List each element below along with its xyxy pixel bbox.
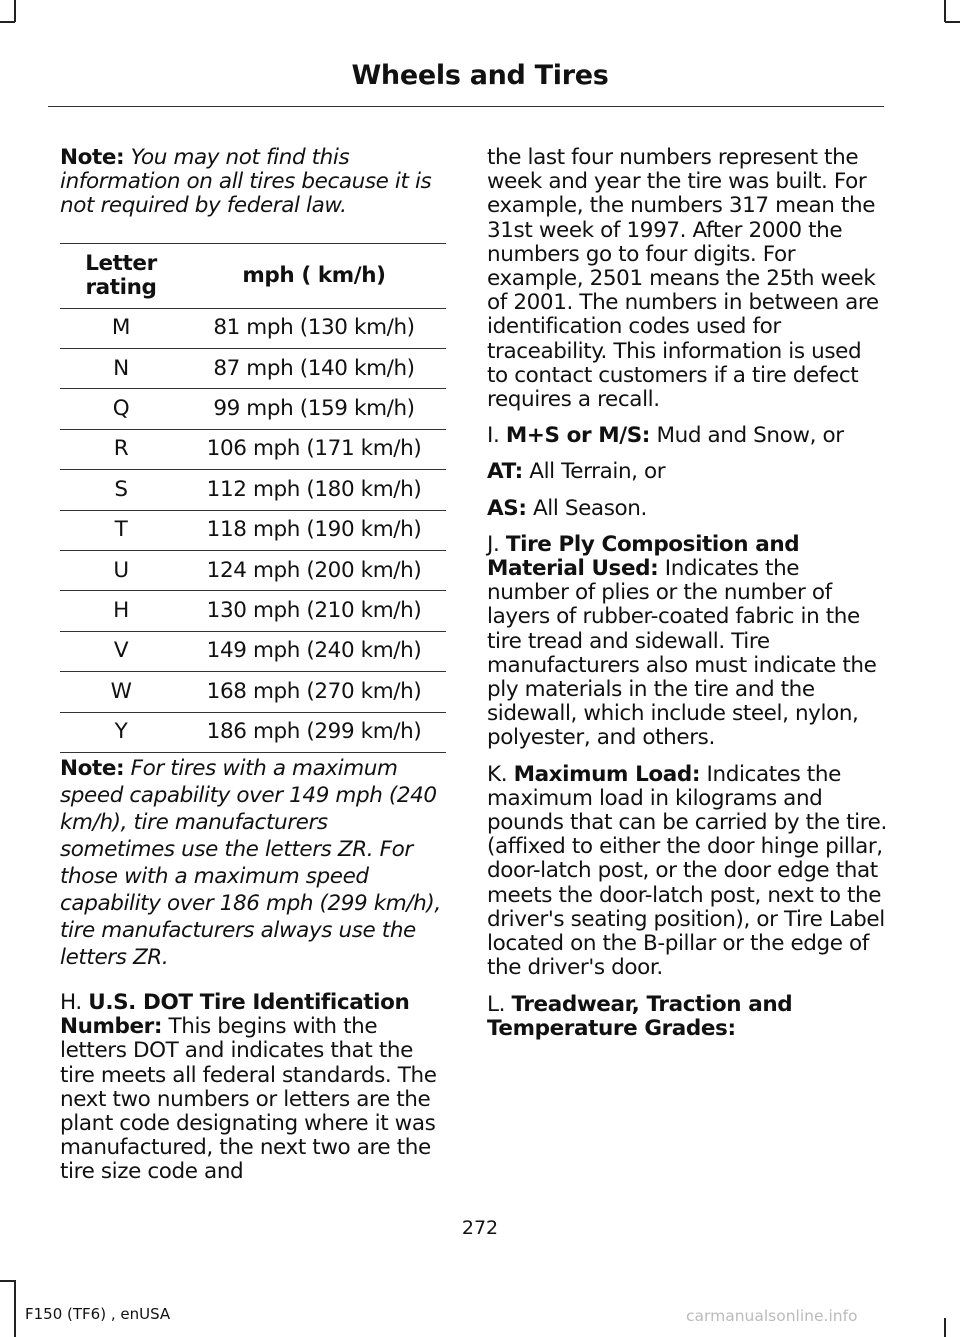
continued-paragraph: the last four numbers represent the week and year the tire was built. For example, the numbers 317 mean the 31st week of 1997. After 2000 the numbers go to four digits. For example, 2501 means the 25th week of 2001. The numbers in between are identification codes used for traceability. This information is used to contact customers if a tire defect requires a recall.	[487, 145, 879, 413]
item-text: This begins with the letters DOT and indicates that the tire meets all federal standards. The next two numbers or letters are the plant code designating where it was manufactured, the next two are the tire size code and	[60, 1014, 437, 1185]
table-row	[60, 389, 446, 429]
letter-cell: R	[60, 429, 182, 469]
item-heading: M+S or M/S:	[505, 423, 650, 449]
letter-cell: M	[111, 315, 131, 341]
header-divider	[48, 106, 884, 107]
item-prefix: K.	[487, 761, 508, 787]
speed-cell: 81 mph (130 km/h)	[213, 315, 415, 341]
column-header-letter-rating: Letter rating	[60, 243, 182, 308]
item-text: Mud and Snow, or	[656, 423, 844, 449]
table-row	[60, 349, 446, 389]
right-column	[487, 146, 887, 1053]
table-row	[60, 550, 446, 590]
item-text: All Terrain, or	[529, 459, 666, 485]
page-number: 272	[461, 1217, 499, 1239]
speed-cell: 87 mph (140 km/h)	[182, 349, 446, 389]
note-paragraph	[60, 146, 448, 219]
item-heading: Tire Ply Composition and Material Used:	[487, 531, 800, 582]
item-as-paragraph	[487, 497, 887, 521]
speed-cell: 106 mph (171 km/h)	[182, 429, 446, 469]
item-text: All Season.	[532, 495, 647, 521]
table-row	[60, 631, 446, 671]
crop-mark	[945, 21, 960, 23]
note-label: Note:	[60, 145, 125, 170]
table-row	[60, 308, 446, 348]
note-label: Note:	[60, 755, 125, 781]
letter-cell: N	[60, 349, 182, 389]
item-k-paragraph	[487, 763, 887, 981]
speed-cell: 124 mph (200 km/h)	[182, 550, 446, 590]
speed-cell: 168 mph (270 km/h)	[182, 672, 446, 712]
letter-cell: Q	[60, 389, 182, 429]
letter-cell: Y	[60, 712, 182, 752]
item-j-paragraph	[487, 533, 887, 751]
speed-rating-table	[60, 243, 446, 753]
speed-cell: 112 mph (180 km/h)	[182, 470, 446, 510]
crop-mark	[944, 0, 946, 22]
table-row	[60, 429, 446, 469]
speed-cell: 118 mph (190 km/h)	[182, 510, 446, 550]
table-row	[60, 591, 446, 631]
item-heading: U.S. DOT Tire Identification Number:	[60, 989, 410, 1040]
note-paragraph	[60, 755, 448, 971]
item-prefix: L.	[487, 991, 506, 1017]
speed-cell: 99 mph (159 km/h)	[182, 389, 446, 429]
crop-mark	[0, 21, 15, 23]
note-text: For tires with a maximum speed capability over 149 mph (240 km/h), tire manufacturers sometimes use the letters ZR. For those with a maximum speed capability over 186 mph (299 km/h), tire manufacturers always use the letters ZR.	[60, 755, 441, 970]
item-l-paragraph	[487, 993, 887, 1041]
column-header-speed: mph ( km/h)	[182, 243, 446, 308]
item-heading: Maximum Load:	[513, 761, 701, 787]
letter-cell: V	[60, 631, 182, 671]
table-row	[60, 712, 446, 752]
item-heading: Treadwear, Traction and Temperature Grades:	[487, 991, 793, 1041]
crop-mark	[14, 0, 16, 22]
page-title: Wheels and Tires	[351, 60, 609, 91]
crop-mark	[14, 1280, 16, 1337]
item-heading: AS:	[487, 495, 527, 521]
speed-cell: 186 mph (299 km/h)	[182, 712, 446, 752]
item-prefix: I.	[487, 423, 500, 449]
item-text: Indicates the number of plies or the number of layers of rubber-coated fabric in the tire tread and sidewall. Tire manufacturers also must indicate the ply materials in the tire and the sidewall, which include steel, nylon, polyester, and others.	[487, 556, 877, 751]
item-heading: AT:	[487, 459, 523, 485]
crop-mark	[0, 1280, 15, 1282]
speed-cell: 149 mph (240 km/h)	[182, 631, 446, 671]
watermark-text: carmanualsonline.info	[686, 1307, 858, 1325]
item-i-paragraph	[487, 424, 887, 448]
table-row	[60, 510, 446, 550]
item-text: Indicates the maximum load in kilograms and pounds that can be carried by the tire. (affixed to either the door hinge pillar, door-latch post, or the door edge that meets the door-latch post, next to the driver's seating position), or Tire Label located on the B-pillar or the edge of the driver's door.	[487, 761, 887, 981]
left-column	[60, 146, 448, 1197]
letter-cell: W	[60, 672, 182, 712]
letter-cell: U	[60, 550, 182, 590]
note-text: You may not find this information on all tires because it is not required by federal law.	[60, 145, 432, 219]
speed-cell: 130 mph (210 km/h)	[182, 591, 446, 631]
table-row	[60, 672, 446, 712]
item-at-paragraph	[487, 460, 887, 484]
letter-cell: H	[60, 591, 182, 631]
item-prefix: J.	[487, 531, 500, 557]
crop-mark	[944, 1318, 946, 1337]
table-header-row	[60, 243, 446, 308]
item-prefix: H.	[60, 989, 82, 1015]
letter-cell: S	[60, 470, 182, 510]
letter-cell: T	[60, 510, 182, 550]
item-h-paragraph	[60, 991, 448, 1185]
table-row	[60, 470, 446, 510]
model-code: F150 (TF6) , enUSA	[25, 1305, 171, 1323]
